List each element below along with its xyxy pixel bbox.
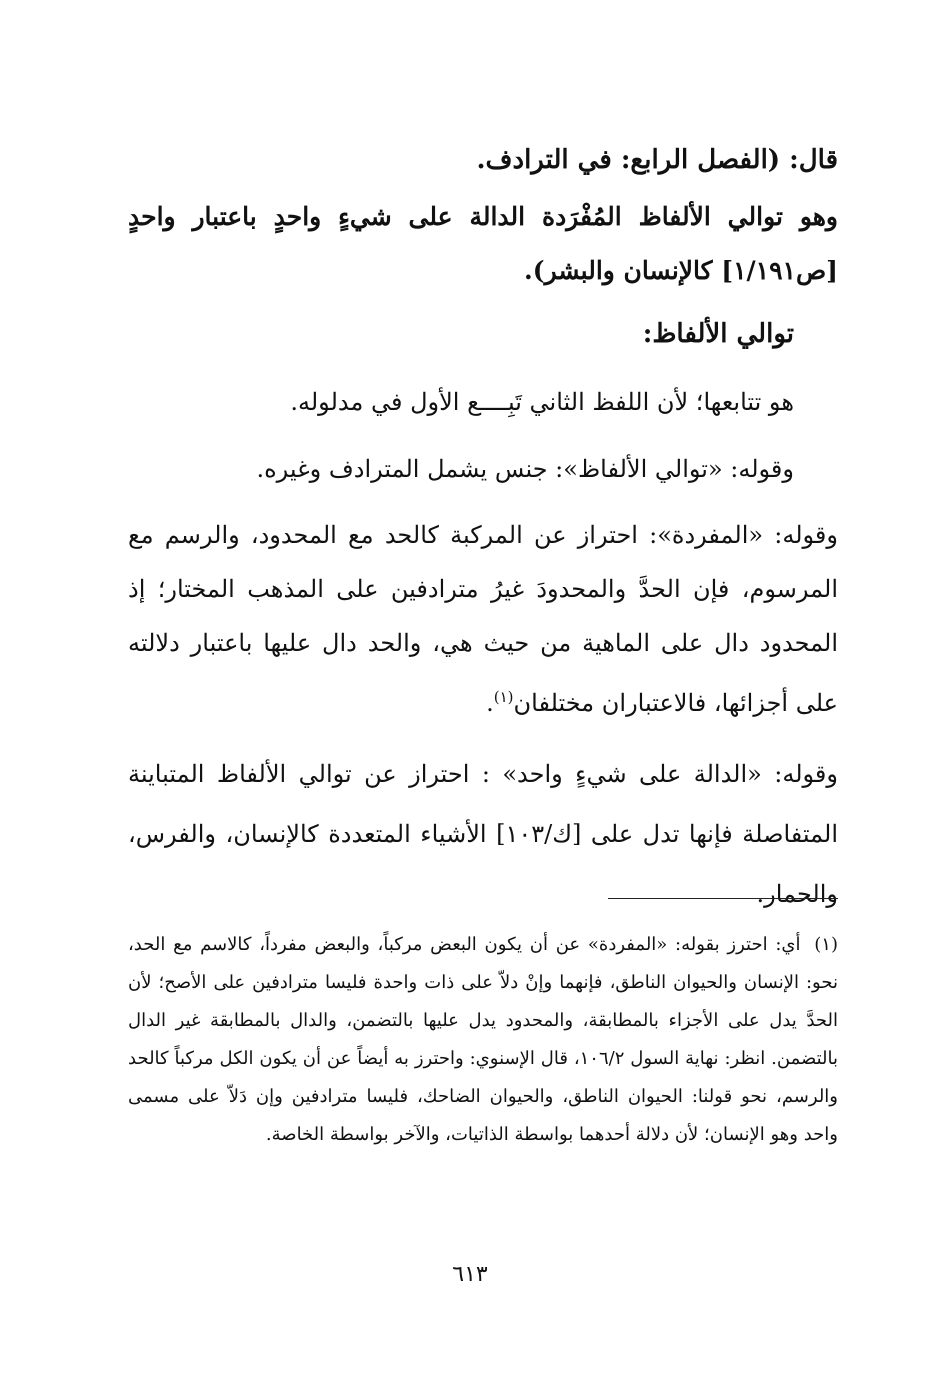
page-number: ٦١٣	[452, 1262, 488, 1287]
term-section	[128, 304, 838, 496]
page-body	[128, 130, 838, 924]
paragraph-dalla: وقوله: «الدالة على شيءٍ واحد» : احتراز عن توالي الألفاظ المتباينة المتفاصلة فإنها تدل على [ك/١٠٣] الأشياء المتعددة كالإنسان، والفرس، والحمار.	[128, 760, 838, 908]
paragraph-genus: وقوله: «توالي الألفاظ»: جنس يشمل المترادف وغيره.	[256, 455, 794, 483]
footnotes-section	[128, 926, 838, 1154]
footnote-item	[128, 926, 838, 1154]
footnote-text: أي: احترز بقوله: «المفردة» عن أن يكون البعض مركباً، والبعض مفرداً، كالاسم مع الحد، نحو: الإنسان والحيوان الناطق، فإنهما وإنْ دلاّ على ذات واحدة فليسا مترادفين على الأصح؛ لأن الحدَّ يدل على الأجزاء بالمطابقة، والمحدود يدل عليها بالتضمن، والدال بالمطابقة غير الدال بالتضمن. انظر: نهاية السول ١٠٦/٢، قال الإسنوي: واحترز به أيضاً عن أن يكون الكل مركباً كالحد والرسم، نحو قولنا: الحيوان الناطق، والحيوان الضاحك، فليسا مترادفين وإن دَلاّ على مسمى واحد وهو الإنسان؛ لأن دلالة أحدهما بواسطة الذاتيات، والآخر بواسطة الخاصة.	[128, 934, 838, 1145]
paragraph-mufrada-text: وقوله: «المفردة»: احتراز عن المركبة كالحد مع المحدود، والرسم مع المرسوم، فإن الحدَّ والمحدودَ غيرُ مترادفين على المذهب المختار؛ إذ المحدود دال على الماهية من حيث هي، والحد دال عليها باعتبار دلالته على أجزائها، فالاعتباران مختلفان	[128, 521, 838, 717]
quoted-text-block	[128, 130, 838, 298]
paragraph-mufrada-end: .	[486, 689, 494, 717]
paragraph-mufrada	[128, 508, 838, 730]
chapter-quote-definition: وهو توالي الألفاظ المُفْرَدة الدالة على شيءٍ واحدٍ باعتبار واحدٍ [ص١/١٩١] كالإنسان والبشر).	[128, 202, 838, 285]
chapter-quote-title: قال: (الفصل الرابع: في الترادف.	[476, 145, 838, 175]
footnote-number: (١)	[814, 934, 838, 955]
term-heading: توالي الألفاظ:	[642, 319, 794, 349]
footnote-divider	[608, 898, 838, 899]
term-explanation: هو تتابعها؛ لأن اللفظ الثاني تَبِــــع الأول في مدلوله.	[290, 388, 794, 416]
footnote-reference: (١)	[493, 688, 514, 706]
